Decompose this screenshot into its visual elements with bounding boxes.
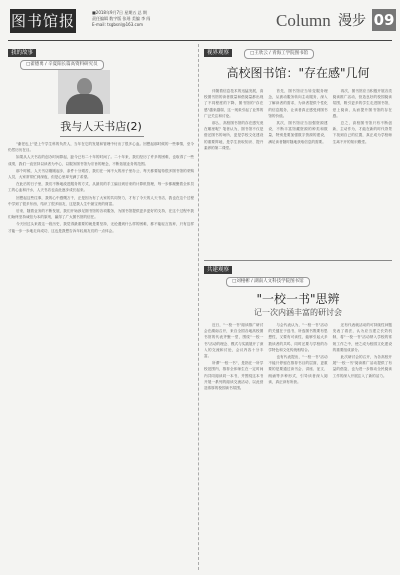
page-number: 09 [373, 11, 395, 29]
paragraph: 此次研讨会的召开，为各高校开展"一校一书"阅读推广活动提供了有益的借鉴，也为进一步推动全民阅读工作的深入开展注入了新的活力。 [332, 355, 392, 378]
column-divider [198, 44, 199, 570]
paragraph: 那么，高校图书馆的存在感究竟在哪里呢？笔者认为，图书馆不仅是借还图书的场所，更是学校文化建设的重要阵地，是学生获取知识、提升素养的第二课堂。 [204, 121, 264, 150]
paragraph: 近日，"一校一书"阅读推广研讨会在湖南召开，来自全国各地高校图书馆的代表齐聚一堂，围绕"一校一书"活动的理念、模式与实践展开了深入的交流和讨论，会议内容十分丰富。 [204, 323, 264, 359]
left-title-underline [60, 136, 144, 137]
paragraph: 那个时候，人天书店刚刚起步，条件十分艰苦，我们在一间不大的房子里办公，每天都要接待很多图书馆的采购人员，大家常常忙到深夜，但是心里却充满了希望。 [8, 168, 194, 180]
paragraph: 伴随着信息技术的迅猛发展，高校图书馆的读者数量和借阅量都出现了不同程度的下降，图书馆的"存在感"越来越弱，这一现象引起了业界的广泛关注和讨论。 [204, 89, 264, 118]
paragraph: 如果从人天书店的创办时间算起，距今已有二十年的时间了。二十年来，我们经历了许多的困难，也取得了一些成绩，我们一直坚持以读者为中心，以服务图书馆为宗旨的理念，不断拓展业务的范围。 [8, 155, 194, 166]
right-top-column-tag: 视界观察 [204, 49, 232, 57]
paragraph: 后来，随着业务的不断发展，我们开始涉足图书馆的各项服务，为图书馆提供更多更好的支持，在这个过程中我们始终坚持诚信为本的原则，赢得了广大图书馆的信任。 [8, 209, 194, 220]
section-name-english: Column [276, 11, 331, 30]
issue-meta-line-1: ■2018年9月7日 星期五 总 期 [92, 10, 147, 15]
right-bottom-author-tag: □刘栩彬 / 湖南人文科技学院图书馆 [226, 277, 310, 287]
paragraph: 首先，图书馆应当转变服务理念，从被动服务转向主动服务，深入了解读者的需求，为读者提供个性化的信息服务，让读者真正感受到图书馆的价值。 [268, 89, 328, 118]
left-author-tag: □翟德勇 / 辛夏阳长篇高资料研究员 [20, 60, 104, 70]
portrait-body [66, 94, 103, 114]
issue-meta [92, 10, 150, 28]
paragraph: 也有代表提出，"一校一书"活动不能只停留在推荐书目的层面，更重要的是要通过读书会、讲座、征文、朗诵等多种形式，引导读者深入阅读，真正读有所获。 [268, 355, 328, 384]
masthead [8, 6, 395, 41]
paragraph: 回想起这些往事，我的心中感慨万千，正是因为有了大家的共同努力，才有了今天的人天书店，我也在这个过程中学到了很多东西，结识了很多朋友，这是我人生中最宝贵的财富。 [8, 195, 194, 206]
right-bottom-article-title: "一校一书"思辨 [256, 292, 340, 306]
paragraph: 所谓"一校一书"，是指在一所学校范围内，推荐全体师生在一定时间内共同阅读同一本书，并围绕这本书开展一系列的阅读交流活动，以此营造浓厚的校园读书氛围。 [204, 361, 264, 391]
paragraph: 在此后的日子里，我们不断地改进服务的方式，从最初的手工编目到后来的计算机管理，每一步都凝聚着全体员工的心血和汗水，人天书店也由此逐步成长起来。 [8, 182, 194, 193]
right-top-article-title: 高校图书馆："存在感"几何 [226, 66, 370, 80]
paragraph: 总之，高校图书馆只有不断创新，主动作为，才能在新的时代背景下找到自己的位置，真正成为学校师生离不开的知识殿堂。 [332, 121, 392, 144]
left-column-tag: 我的故事 [8, 49, 36, 57]
paragraph: 其次，图书馆应当加强资源建设，不断丰富馆藏资源的种类和数量，特别是要加强数字资源的建设，满足读者随时随地获取信息的需要。 [268, 121, 328, 144]
paragraph: 还有代表就活动的可持续性问题发表了看法，认为应当建立长效机制，将"一校一书"活动纳入学校的常规工作之中，使之成为校园文化建设的重要组成部分。 [332, 323, 392, 352]
paragraph: 再次，图书馆应当积极开展各类阅读推广活动，营造良好的校园阅读氛围，吸引更多的学生走进图书馆，爱上阅读，从而提升图书馆的存在感。 [332, 89, 392, 118]
right-top-author-tag: □王欣云 / 青海工学院图书馆 [244, 49, 314, 59]
left-article-body [8, 141, 194, 569]
left-article-title: 我与人天书店(2) [60, 120, 142, 133]
right-top-article-body [204, 88, 392, 254]
issue-meta-line-3: E-mail: tsgbsnl@163.com [92, 22, 144, 27]
portrait-head [77, 78, 92, 95]
section-name-chinese: 漫步 [338, 13, 366, 29]
issue-meta-line-2: 责任编辑 数字版 张瑶 美编 李 闯 [92, 16, 151, 21]
paragraph: "谢老也上"是上午学生科的负责人，当年在它的发展和管理中付出了很多心血。回想起那时候的一些事情，至今仍然历历在目。 [8, 142, 194, 153]
paragraph: 今天回过头来看这一段历史，我觉得最重要的就是要坚持，无论遇到什么样的困难，都不能轻言放弃，只有这样才能一步一步地走向成功，这也是我想告诉年轻朋友们的一点体会。 [8, 222, 194, 233]
right-bottom-article-subtitle: 记一次内涵丰富的研讨会 [254, 308, 342, 317]
right-bottom-column-tag: 共建观察 [204, 266, 232, 274]
newspaper-logo: 图书馆报 [10, 9, 76, 33]
right-bottom-article-body [204, 322, 392, 568]
paragraph: 与会代表认为，"一校一书"活动的关键在于选书，所选图书既要有思想性，又要有可读性，能够引起大多数读者的共鸣，同时还要与学校的办学特色和文化传统相结合。 [268, 323, 328, 352]
section-divider [204, 260, 392, 261]
author-portrait [58, 70, 110, 114]
